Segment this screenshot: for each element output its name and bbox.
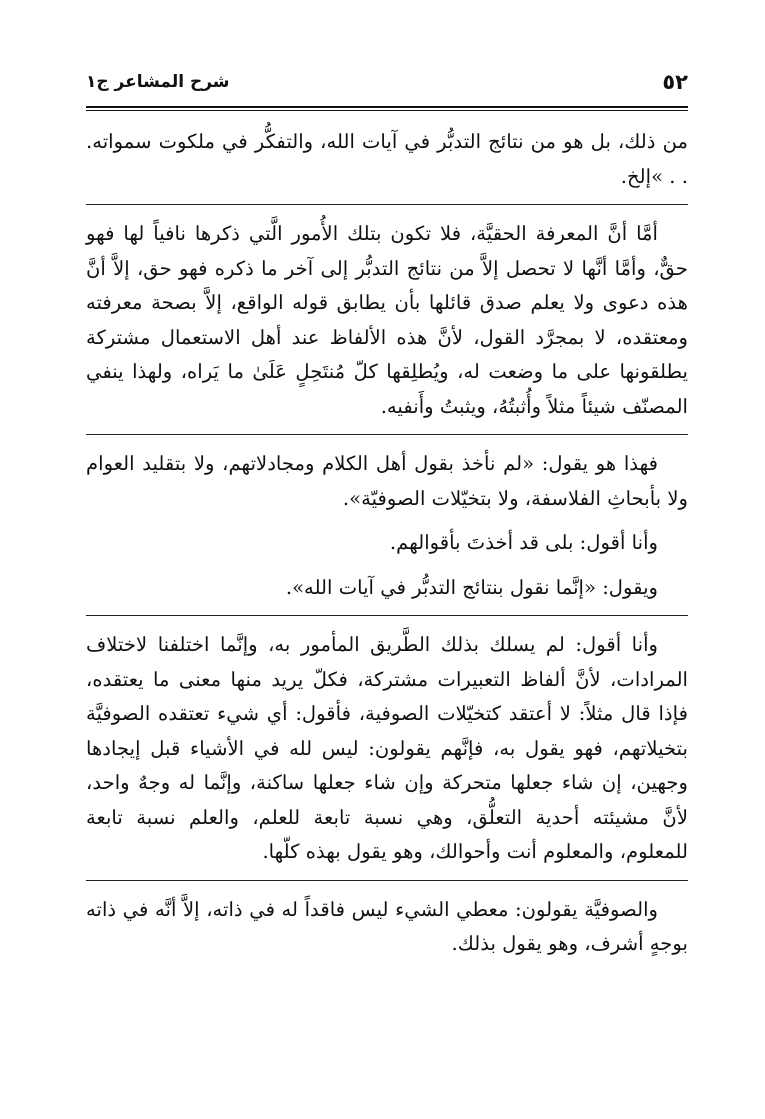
paragraph: أمَّا أنَّ المعرفة الحقيَّة، فلا تكون بتلك الأُمور الَّتي ذكرها نافياً لها فهو حقٌّ، وأمَّا أنَّها لا تحصل إلاَّ من نتائج التدبُّر إلى آخر ما ذكره فهو حق، إلاَّ أنَّ هذه دعوى ولا يعلم صدق قائلها بأن يطابق قوله الواقع، إلاَّ بصحة معرفته ومعتقده، لا بمجرَّد القول، لأنَّ هذه الألفاظ عند أهل الاستعمال مشتركة يطلقونها على ما وضعت له، ويُطلِقها كلّ مُنتَحِلٍ عَلَىٰ ما يَراه، ولهذا ينفي المصنّف شيئاً مثلاً وأُثبتُهُ، ويثبتُ وأَنفيه.	[86, 222, 688, 418]
paragraph-divider	[86, 434, 688, 435]
paragraph-divider	[86, 204, 688, 205]
running-title: شرح المشاعر ج١	[86, 72, 230, 92]
paragraph-divider	[86, 615, 688, 616]
paragraph: فهذا هو يقول: «لم نأخذ بقول أهل الكلام ومجادلاتهم، ولا بتقليد العوام ولا بأبحاثِ الفلاسفة، ولا بتخيّلات الصوفيّة».	[86, 452, 688, 510]
paragraph: والصوفيَّة يقولون: معطي الشيء ليس فاقداً له في ذاته، إلاَّ أنَّه في ذاته بوجهٍ أشرف، وهو يقول بذلك.	[86, 897, 688, 955]
page-number: ٥٢	[662, 70, 688, 94]
paragraph-continuation: من ذلك، بل هو من نتائج التدبُّر في آيات الله، والتفكُّر في ملكوت سمواته. . . »إلخ.	[86, 130, 688, 188]
header-rule	[86, 106, 688, 111]
paragraph-divider	[86, 880, 688, 881]
paragraph: وأنا أقول: بلى قد أخذتَ بأقوالهم.	[389, 531, 658, 554]
page-header	[86, 60, 688, 100]
book-page	[86, 60, 688, 972]
page-body	[86, 125, 688, 962]
paragraph: وأنا أقول: لم يسلك بذلك الطَّريق المأمور به، وإنَّما اختلفنا لاختلاف المرادات، لأنَّ ألفاظ التعبيرات مشتركة، فكلّ يريد منها معنى ما يعتقده، فإذا قال مثلاً: لا أعتقد كتخيّلات الصوفية، فأقول: أي شيء تعتقده الصوفيَّة بتخيلاتهم، فهو يقول به، فإنَّهم يقولون: ليس لله في الأشياء قبل إيجادها وجهين، إن شاء جعلها متحركة وإن شاء جعلها ساكنة، وإنَّما له وجهٌ واحد، لأنَّ مشيئته أحدية التعلُّق، وهي نسبة تابعة للعلم، والعلم نسبة تابعة للمعلوم، والمعلوم أنت وأحوالك، وهو يقول بهذه كلّها.	[86, 633, 688, 863]
paragraph: ويقول: «إنَّما نقول بنتائج التدبُّر في آيات الله».	[285, 575, 658, 599]
